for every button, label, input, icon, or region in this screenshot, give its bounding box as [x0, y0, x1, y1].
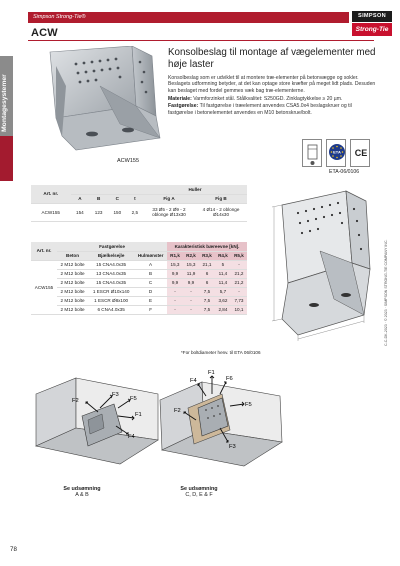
- logo-bottom: Strong-Tie: [352, 23, 392, 36]
- t2-cell: -: [231, 260, 247, 269]
- force-label-f2: F2: [72, 398, 79, 404]
- t2-head-fastening: Fastgørelse: [57, 242, 167, 251]
- t2-sub: Bjælke/sejle: [88, 251, 134, 260]
- t2-sub: R1,k: [167, 251, 183, 260]
- t1-col: B: [89, 194, 108, 203]
- t1-cell: 150: [108, 203, 127, 221]
- t2-cell: 11,4: [215, 269, 231, 278]
- force-label-f1: F1: [135, 412, 142, 418]
- t2-cell: 1 ESCR Ø8x100: [88, 296, 134, 305]
- force-label-f5: F5: [130, 396, 137, 402]
- t2-cell: 6 CNA4.0x35: [88, 305, 134, 314]
- force-label-f1: F1: [208, 370, 215, 376]
- t2-cell: 10,1: [231, 305, 247, 314]
- t2-cell: -: [167, 305, 183, 314]
- eu-label: ETA: [333, 149, 341, 155]
- t2-cell: 2 M12 bolte: [57, 305, 88, 314]
- t1-head-art: Art. nr.: [31, 185, 71, 203]
- eta-number: ETA-06/0106: [329, 169, 360, 175]
- table-row: [31, 296, 247, 305]
- caption-left-title: Se udsømning: [63, 486, 101, 492]
- force-label-f4: F4: [128, 434, 135, 440]
- t2-article: ACW155: [31, 260, 57, 314]
- side-metadata-text: C-C-DK-2023 · © 2023 · SIMPSON STRONG-TIE COMPANY INC.: [384, 239, 388, 346]
- t2-cell: -: [183, 305, 199, 314]
- t1-head-mm: [71, 185, 144, 194]
- ce-mark-icon: [350, 139, 370, 167]
- t1-cell: 2,5: [127, 203, 143, 221]
- dimensions-table: [31, 185, 247, 222]
- installation-drawing-ab: [26, 364, 166, 472]
- caption-right-sub: C, D, E & F: [185, 492, 213, 498]
- t2-cell: 6: [199, 278, 215, 287]
- t1-col: A: [71, 194, 90, 203]
- certification-block: [296, 139, 370, 177]
- description: [168, 75, 378, 117]
- t2-cell: 3,62: [215, 296, 231, 305]
- caption-right: [176, 486, 222, 498]
- t2-cell: 15,3: [183, 260, 199, 269]
- table-row: [31, 269, 247, 278]
- page-number: 78: [10, 546, 17, 553]
- product-code: ACW: [31, 27, 58, 39]
- t2-cell: 11,9: [183, 269, 199, 278]
- table-row: [31, 278, 247, 287]
- product-photo: [36, 46, 164, 154]
- force-label-f5: F5: [245, 402, 252, 408]
- t1-col: t: [127, 194, 143, 203]
- force-label-f2: F2: [174, 408, 181, 414]
- bracket-technical-drawing: [262, 187, 374, 345]
- t2-cell: F: [134, 305, 167, 314]
- caption-left: [62, 486, 102, 498]
- t1-cell: ACW155: [31, 203, 71, 221]
- t2-cell: 5: [215, 260, 231, 269]
- series-label: Simpson Strong-Tie®: [33, 14, 86, 20]
- t2-cell: D: [134, 287, 167, 296]
- t2-cell: 15 CNA4.0x35: [88, 278, 134, 287]
- t2-cell: 2 M12 bolte: [57, 269, 88, 278]
- load-table: [31, 242, 247, 315]
- t2-cell: 15,3: [167, 260, 183, 269]
- fasteners-label: Fastgørelse:: [168, 103, 199, 110]
- t2-sub: R5,k: [231, 251, 247, 260]
- side-tab-accent: [0, 136, 13, 181]
- intro-text: Konsolbeslag som er udviklet til at montere træ-elementer på betonvægge og sokler. Beslagets udformning betyder, at det kan optage store kræfter på meget lidt plads. Desuden kan beslaget med fordel gemmes væk bag træ-elementerne.: [168, 75, 376, 94]
- t2-cell: 21,2: [231, 269, 247, 278]
- t2-cell: A: [134, 260, 167, 269]
- t2-cell: 2 M12 bolte: [57, 287, 88, 296]
- t2-cell: C: [134, 278, 167, 287]
- t2-cell: -: [183, 287, 199, 296]
- caption-right-title: Se udsømning: [180, 486, 218, 492]
- force-label-f4: F4: [190, 378, 197, 384]
- t2-cell: 7,73: [231, 296, 247, 305]
- installation-drawing-cdef: [150, 364, 290, 474]
- t2-cell: 6: [199, 269, 215, 278]
- t2-cell: 1 ESCR Ø10x140: [88, 287, 134, 296]
- materials-label: Materiale:: [168, 95, 192, 102]
- t2-head-load: Karakteristisk bæreevne [kN].: [167, 242, 247, 251]
- t2-sub: R3,k: [199, 251, 215, 260]
- t1-cell: 123: [89, 203, 108, 221]
- t2-cell: 2,84: [215, 305, 231, 314]
- load-footnote: *For boltdiameter henv. til ETA 06/0106: [181, 350, 261, 355]
- side-tab-label: Montagesystemer: [1, 74, 8, 132]
- t2-cell: 5,7: [215, 287, 231, 296]
- t2-cell: E: [134, 296, 167, 305]
- t2-cell: 9,9: [183, 278, 199, 287]
- t2-sub: R2,k: [183, 251, 199, 260]
- t2-cell: 9,9: [167, 278, 183, 287]
- t1-col: C: [108, 194, 127, 203]
- simpson-logo: [352, 11, 392, 36]
- t2-cell: -: [231, 287, 247, 296]
- t2-cell: 21,1: [199, 260, 215, 269]
- t1-col: Fig B: [195, 194, 247, 203]
- t2-cell: 2 M12 bolte: [57, 296, 88, 305]
- t2-cell: 2 M12 bolte: [57, 260, 88, 269]
- photo-caption: ACW155: [117, 158, 140, 164]
- force-label-f3: F3: [229, 444, 236, 450]
- t2-cell: B: [134, 269, 167, 278]
- table-row: [31, 260, 247, 269]
- t2-sub: Hulmønster: [134, 251, 167, 260]
- t1-cell: 4 Ø14 - 2 oblonge Ø14x30: [195, 203, 247, 221]
- t2-cell: -: [183, 296, 199, 305]
- t1-col: Fig A: [143, 194, 195, 203]
- t2-cell: 15 CNA4.0x35: [88, 260, 134, 269]
- t2-cell: -: [167, 287, 183, 296]
- eu-eta-icon: [326, 139, 346, 167]
- t2-cell: 7,5: [199, 287, 215, 296]
- t1-cell: 154: [71, 203, 90, 221]
- header-bar: [28, 12, 349, 23]
- force-label-f6: F6: [226, 376, 233, 382]
- caption-left-sub: A & B: [75, 492, 89, 498]
- force-label-f3: F3: [112, 392, 119, 398]
- t2-cell: 7,5: [199, 305, 215, 314]
- materials-text: Varmforzinket stål. Stålkvalitet: S250GD. Zinklagtykkelse ≥ 20 µm.: [193, 95, 343, 102]
- t2-cell: 7,5: [199, 296, 215, 305]
- page-heading: Konsolbeslag til montage af vægelementer med høje laster: [168, 47, 376, 70]
- ce-label: CE: [354, 148, 368, 158]
- t2-sub: R4,k: [215, 251, 231, 260]
- materials-paragraph: [168, 96, 378, 102]
- t2-cell: 2 M12 bolte: [57, 278, 88, 287]
- t2-cell: 9,9: [167, 269, 183, 278]
- t1-head-holes: Huller: [143, 185, 247, 194]
- t2-cell: 11,4: [215, 278, 231, 287]
- table-row: [31, 287, 247, 296]
- t2-cell: -: [167, 296, 183, 305]
- fasteners-paragraph: [168, 103, 378, 116]
- logo-top: SIMPSON: [352, 11, 392, 22]
- t2-cell: 21,2: [231, 278, 247, 287]
- mounting-icon: [302, 139, 322, 167]
- t1-cell: 33 Ø5 - 2 Ø9 - 2 oblonge Ø13x30: [143, 203, 195, 221]
- t2-sub: Beton: [57, 251, 88, 260]
- fasteners-text: Til fastgørelse i træelement anvendes CSA5.0x4 beslagskruer og til fastgørelse i betonelementet anvendes en M10 betonskrue/bolt.: [168, 103, 352, 116]
- title-rule: [28, 40, 374, 41]
- t2-head-art: Art. nr.: [31, 242, 57, 260]
- t2-cell: 13 CNA4.0x35: [88, 269, 134, 278]
- table-row: [31, 305, 247, 314]
- table-row: [31, 203, 247, 221]
